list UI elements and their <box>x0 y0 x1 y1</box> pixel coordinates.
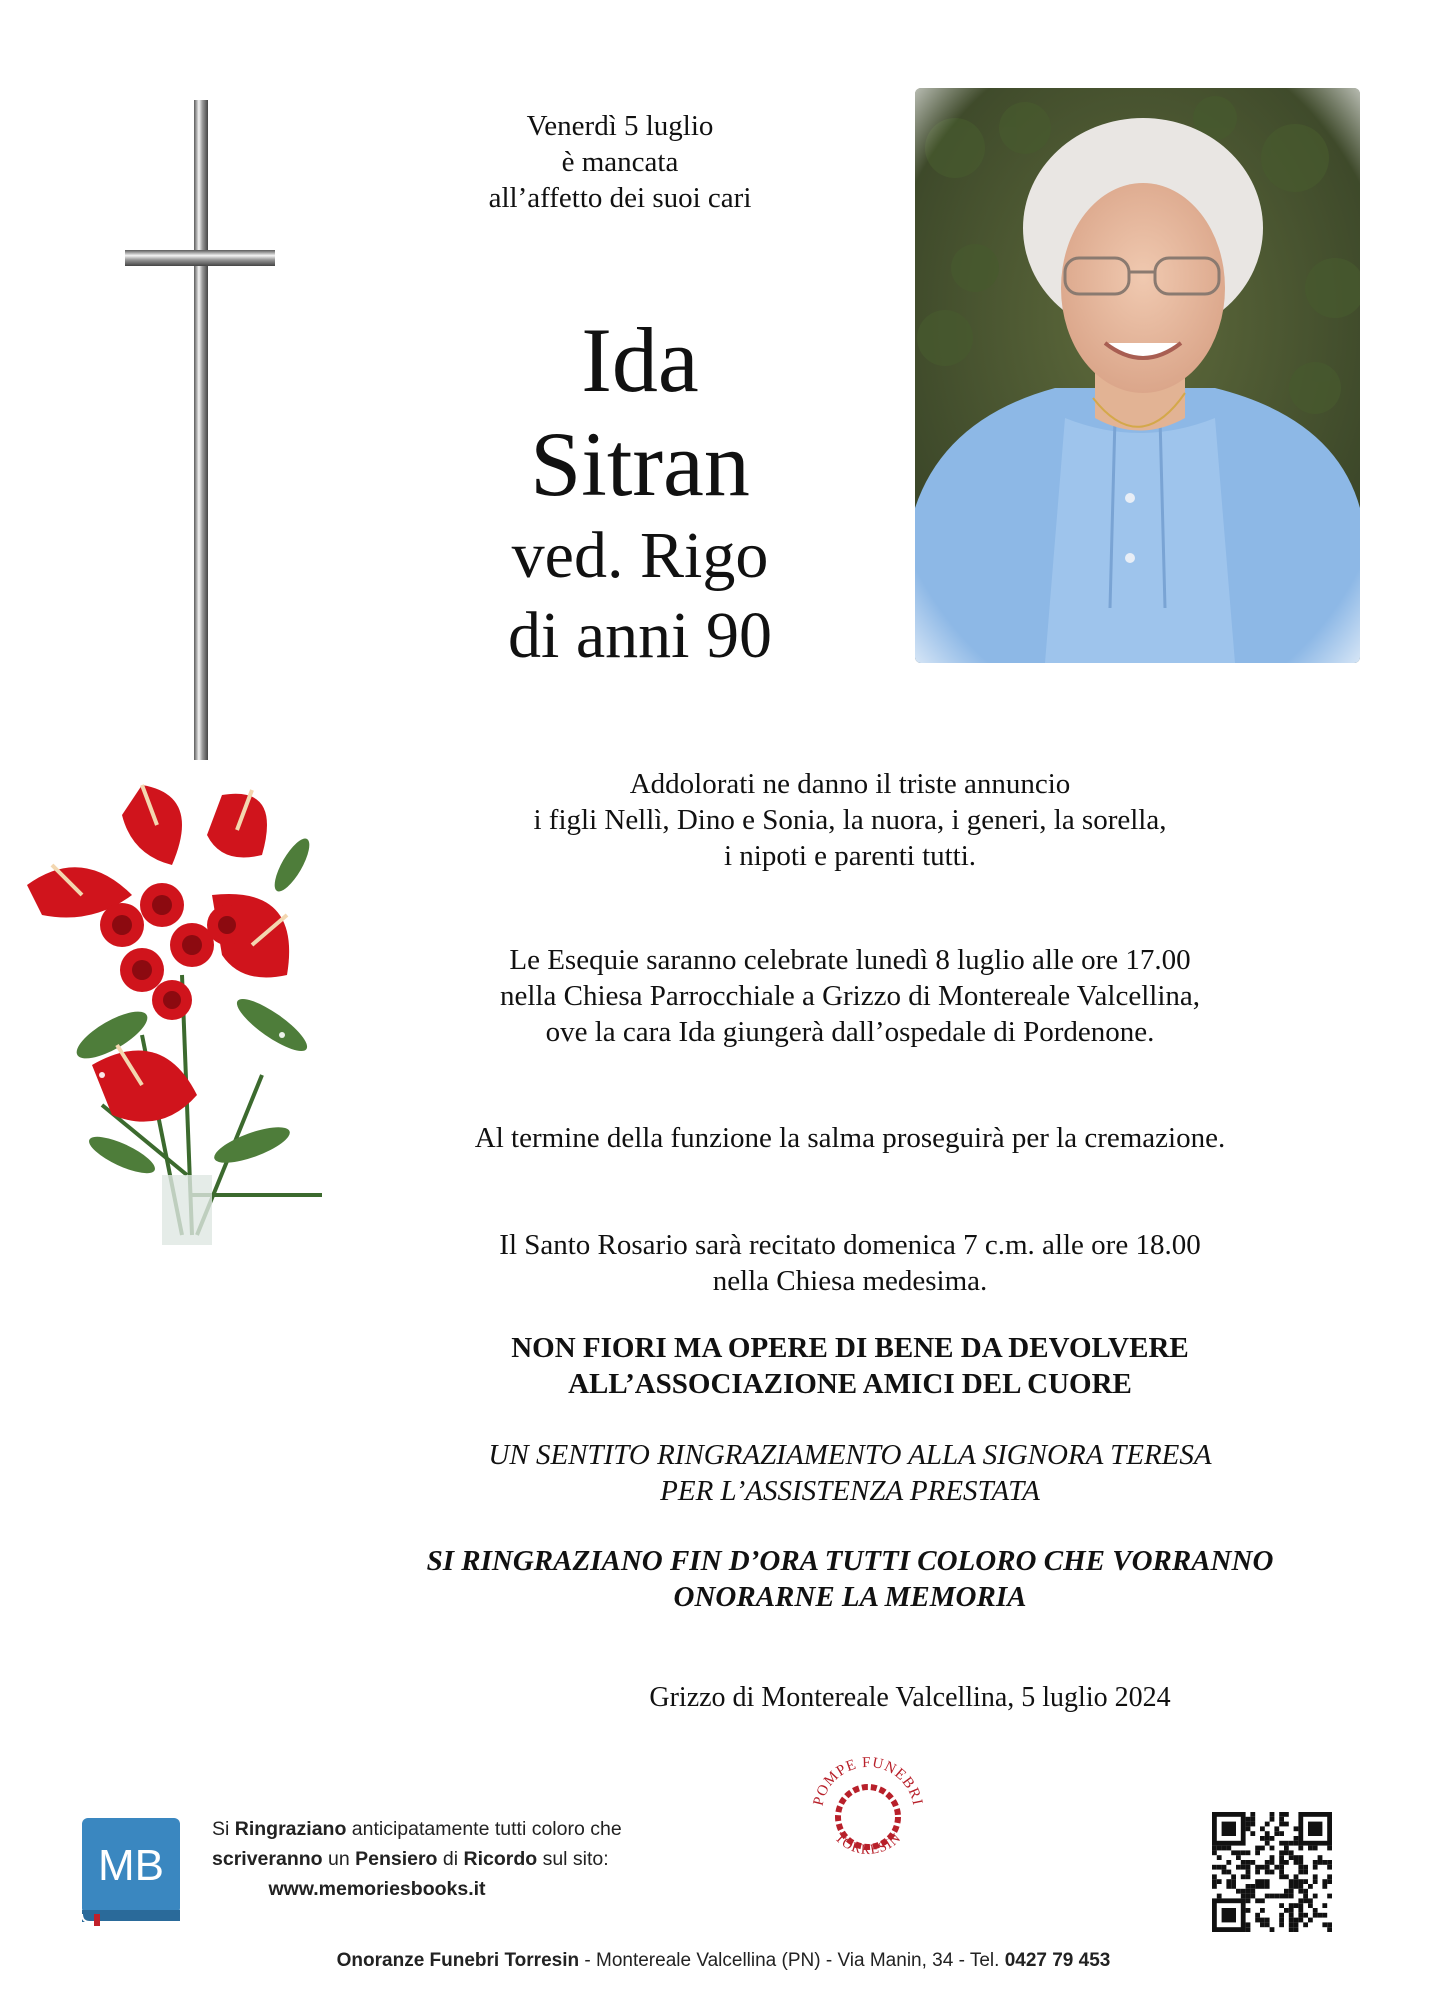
deceased-name-block <box>420 308 860 676</box>
first-name: Ida <box>581 309 699 411</box>
cross-icon <box>110 100 310 760</box>
svg-text:POMPE FUNEBRI: POMPE FUNEBRI <box>810 1754 926 1808</box>
memoriesbooks-logo <box>80 1818 182 1926</box>
thanks-all-line: SI RINGRAZIANO FIN D’ORA TUTTI COLORO CHE VORRANNO <box>426 1545 1274 1577</box>
intro-line: all’affetto dei suoi cari <box>488 182 752 214</box>
last-name: Sitran <box>530 413 750 515</box>
footer-contact <box>0 1950 1447 1972</box>
age: di anni 90 <box>508 599 772 672</box>
announcement-text <box>350 766 1350 874</box>
funeral-line: nella Chiesa Parrocchiale a Grizzo di Montereale Valcellina, <box>500 980 1200 1012</box>
portrait-photo <box>915 88 1360 663</box>
funeral-line: ove la cara Ida giungerà dall’ospedale di Pordenone. <box>545 1016 1155 1048</box>
flower-bouquet-image <box>22 775 352 1245</box>
torresin-logo <box>808 1745 928 1875</box>
thanks-all-line: ONORARNE LA MEMORIA <box>673 1581 1027 1613</box>
memoriesbooks-url[interactable]: www.memoriesbooks.it <box>268 1878 486 1900</box>
mb-text-line1: Si Ringraziano anticipatamente tutti coloro che <box>212 1818 622 1840</box>
donation-line: ALL’ASSOCIAZIONE AMICI DEL CUORE <box>568 1368 1132 1400</box>
cremation-text: Al termine della funzione la salma proseguirà per la cremazione. <box>474 1122 1226 1154</box>
thanks-all <box>340 1543 1360 1615</box>
thanks-teresa <box>350 1437 1350 1509</box>
announcement-line: Addolorati ne danno il triste annuncio <box>629 768 1071 800</box>
company-address: - Montereale Valcellina (PN) - Via Manin, 34 - Tel. <box>579 1950 1005 1971</box>
donation-line: NON FIORI MA OPERE DI BENE DA DEVOLVERE <box>511 1332 1189 1364</box>
intro-line: Venerdì 5 luglio <box>526 110 714 142</box>
thanks-teresa-line: UN SENTITO RINGRAZIAMENTO ALLA SIGNORA TERESA <box>488 1439 1212 1471</box>
announcement-line: i nipoti e parenti tutti. <box>723 840 977 872</box>
company-phone: 0427 79 453 <box>1004 1950 1111 1971</box>
thanks-teresa-line: PER L’ASSISTENZA PRESTATA <box>660 1475 1040 1507</box>
rosary-line: nella Chiesa medesima. <box>712 1265 988 1297</box>
company-name: Onoranze Funebri Torresin <box>336 1950 580 1971</box>
announcement-line: i figli Nellì, Dino e Sonia, la nuora, i generi, la sorella, <box>533 804 1167 836</box>
memoriesbooks-text <box>212 1814 632 1904</box>
widow-of: ved. Rigo <box>511 519 769 592</box>
svg-text:TORRESIN: TORRESIN <box>831 1830 905 1859</box>
mb-text-line2: scriveranno un Pensiero di Ricordo sul sito: <box>212 1848 609 1870</box>
qr-code[interactable] <box>1212 1812 1332 1932</box>
place-date: Grizzo di Montereale Valcellina, 5 luglio 2024 <box>649 1682 1171 1713</box>
intro-text <box>420 108 820 216</box>
rosary-line: Il Santo Rosario sarà recitato domenica 7 c.m. alle ore 18.00 <box>499 1229 1201 1261</box>
intro-line: è mancata <box>561 146 679 178</box>
rosary-details <box>350 1227 1350 1299</box>
funeral-line: Le Esequie saranno celebrate lunedì 8 luglio alle ore 17.00 <box>509 944 1191 976</box>
funeral-details <box>350 942 1350 1050</box>
mb-logo-text: MB <box>98 1841 164 1890</box>
donation-notice <box>350 1330 1350 1402</box>
